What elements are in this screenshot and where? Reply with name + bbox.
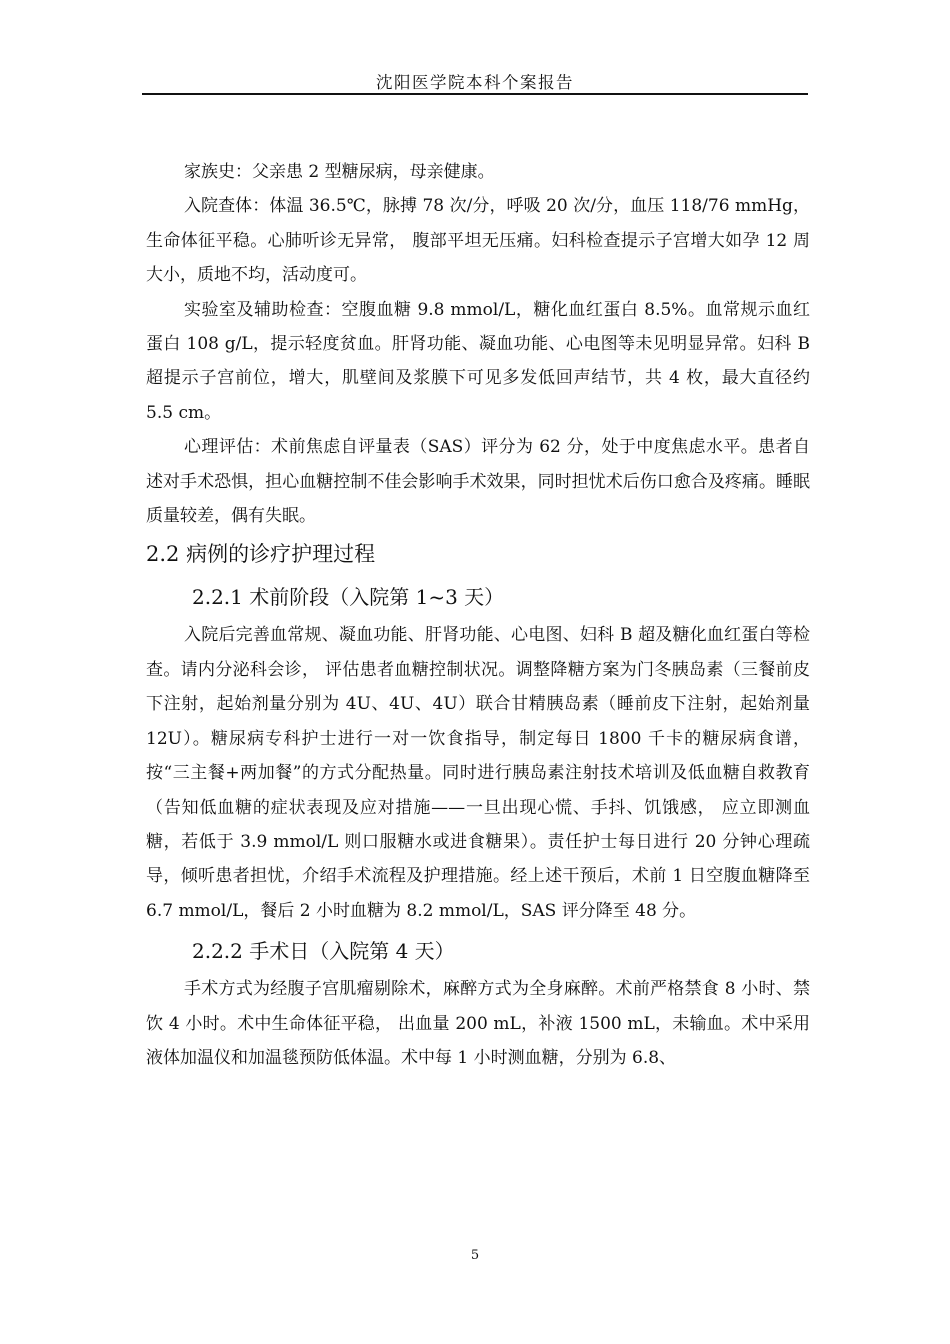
subsection-heading-2-2-1: 2.2.1 术前阶段（入院第 1~3 天） — [192, 585, 505, 610]
paragraph-preop-stage: 入院后完善血常规、凝血功能、肝肾功能、心电图、妇科 B 超及糖化血红蛋白等检查。请内分泌科会诊， 评估患者血糖控制状况。调整降糖方案为门冬胰岛素（三餐前皮下注射，起始剂量分别为 4U、4U、4U）联合甘精胰岛素（睡前皮下注射，起始剂量 12U）。糖尿病专科护士进行一对一饮食指导，制定每日 1800 千卡的糖尿病食谱，按“三主餐+两加餐”的方式分配热量。同时进行胰岛素注射技术培训及低血糖自救教育（告知低血糖的症状表现及应对措施——一旦出现心慌、手抖、饥饿感， 应立即测血糖，若低于 3.9 mmol/L 则口服糖水或进食糖果）。责任护士每日进行 20 分钟心理疏导，倾听患者担忧，介绍手术流程及护理措施。经上述干预后，术前 1 日空腹血糖降至 6.7 mmol/L，餐后 2 小时血糖为 8.2 mmol/L，SAS 评分降至 48 分。 — [146, 625, 810, 921]
paragraph-surgery-day: 手术方式为经腹子宫肌瘤剔除术，麻醉方式为全身麻醉。术前严格禁食 8 小时、禁饮 4 小时。术中生命体征平稳， 出血量 200 mL，补液 1500 mL，未输血。术中采用液体加温仪和加温毯预防低体温。术中每 1 小时测血糖，分别为 6.8、 — [146, 979, 810, 1068]
subsection-heading-2-2-2: 2.2.2 手术日（入院第 4 天） — [192, 939, 455, 964]
paragraph-physical-exam: 入院查体：体温 36.5℃，脉搏 78 次/分，呼吸 20 次/分，血压 118/76 mmHg，生命体征平稳。心肺听诊无异常， 腹部平坦无压痛。妇科检查提示子宫增大如孕 12 周大小，质地不均，活动度可。 — [146, 196, 810, 286]
page-body — [146, 155, 810, 1075]
paragraph-lab-exam: 实验室及辅助检查：空腹血糖 9.8 mmol/L，糖化血红蛋白 8.5%。血常规示血红蛋白 108 g/L，提示轻度贫血。肝肾功能、凝血功能、心电图等未见明显异常。妇科 B 超提示子宫前位，增大，肌壁间及浆膜下可见多发低回声结节，共 4 枚，最大直径约 5.5 cm。 — [146, 299, 810, 423]
paragraph-psych-eval: 心理评估：术前焦虑自评量表（SAS）评分为 62 分，处于中度焦虑水平。患者自述对手术恐惧，担心血糖控制不佳会影响手术效果，同时担忧术后伤口愈合及疼痛。睡眠质量较差，偶有失眠。 — [146, 437, 810, 527]
header-divider — [142, 93, 808, 95]
section-heading-2-2: 2.2 病例的诊疗护理过程 — [146, 542, 376, 567]
page-number: 5 — [470, 1248, 480, 1263]
paragraph-family-history: 家族史：父亲患 2 型糖尿病，母亲健康。 — [184, 162, 495, 182]
running-header-title: 沈阳医学院本科个案报告 — [376, 73, 574, 92]
